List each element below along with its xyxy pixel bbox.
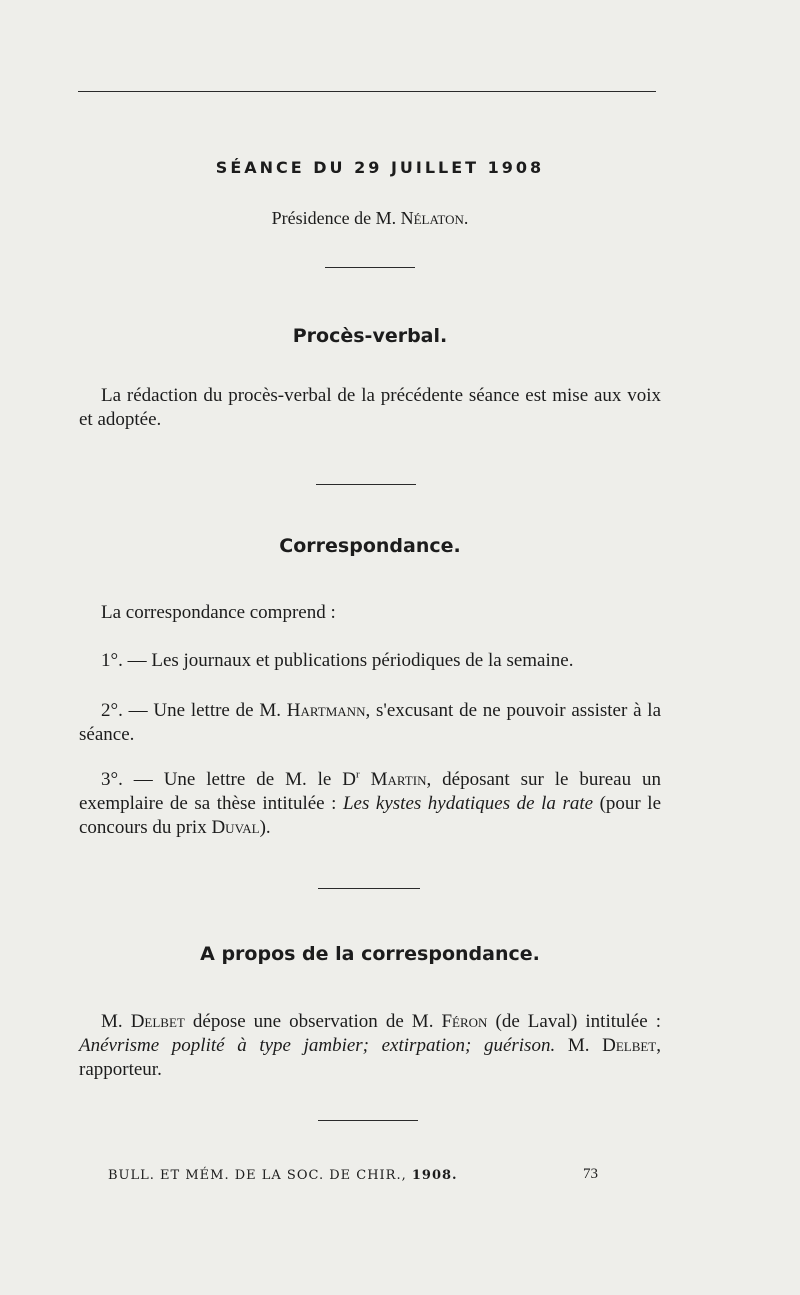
a-propos-name-1: Delbet (130, 1011, 185, 1032)
header-rule (78, 91, 656, 92)
separator-rule (325, 267, 415, 268)
item-3-name: Martin (370, 769, 427, 790)
separator-rule (318, 888, 420, 889)
footer-reference-year: 1908. (411, 1168, 458, 1183)
item-3-mid: , déposant sur le bureau un exemplaire de sa thèse intitulée : (79, 769, 662, 814)
separator-rule (318, 1120, 418, 1121)
proces-verbal-title: Procès-verbal. (292, 325, 448, 347)
footer-reference (108, 1168, 458, 1183)
correspondance-item-1: 1°. — Les journaux et publications périodiques de la semaine. (101, 650, 574, 671)
presidence-prefix: Présidence de M. (271, 208, 401, 228)
a-propos-m1: M. (101, 1011, 131, 1032)
correspondance-item-2 (79, 699, 661, 747)
seance-heading: SÉANCE DU 29 JUILLET 1908 (215, 158, 545, 177)
president-name: Nélaton (400, 208, 464, 228)
item-3-prize: Duval (211, 817, 260, 838)
a-propos-name-3: Delbet (602, 1035, 657, 1056)
a-propos-name-2: Féron (441, 1011, 488, 1032)
a-propos-end: , rapporteur. (79, 1035, 661, 1080)
item-2-prefix: 2°. — Une lettre de M. (101, 700, 287, 721)
correspondance-intro: La correspondance comprend : (101, 602, 336, 623)
item-3-thesis-title: Les kystes hydatiques de la rate (342, 793, 594, 814)
a-propos-mid-2: (de Laval) intitulée : (487, 1011, 661, 1032)
a-propos-title: A propos de la correspondance. (200, 943, 540, 965)
separator-rule (316, 484, 416, 485)
item-3-prefix: 3°. — Une lettre de M. le D (101, 769, 357, 790)
correspondance-item-3 (79, 768, 661, 840)
footer-reference-prefix: BULL. ET MÉM. DE LA SOC. DE CHIR., (108, 1168, 412, 1183)
item-2-name: Hartmann (286, 700, 366, 721)
a-propos-text (79, 1010, 661, 1082)
presidence-line (0, 208, 740, 229)
item-2-suffix: , s'excusant de ne pouvoir assister à la séance. (79, 700, 662, 745)
item-3-mid2: (pour le concours du prix (79, 793, 662, 838)
a-propos-mid-1: dépose une observation de M. (184, 1011, 442, 1032)
presidence-suffix: . (463, 208, 469, 228)
a-propos-m2: M. (555, 1035, 603, 1056)
item-3-sup: r (356, 768, 360, 781)
correspondance-title: Correspondance. (279, 535, 461, 557)
a-propos-observation-title: Anévrisme poplité à type jambier; extirpation; guérison. (79, 1035, 556, 1056)
page-number: 73 (583, 1166, 598, 1182)
item-3-end: ). (259, 817, 271, 838)
proces-verbal-text: La rédaction du procès-verbal de la précédente séance est mise aux voix et adoptée. (79, 385, 661, 430)
